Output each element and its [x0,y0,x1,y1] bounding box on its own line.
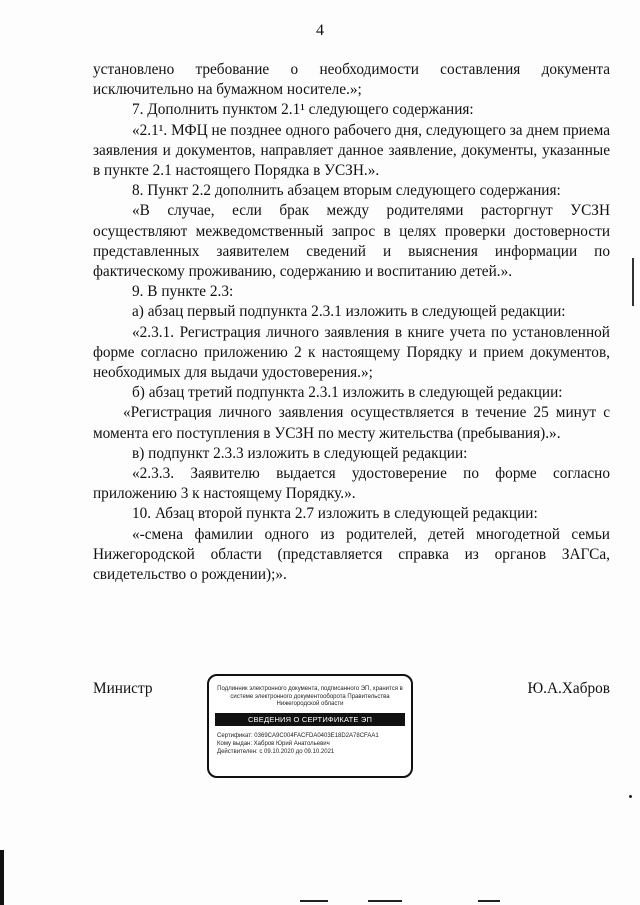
paragraph: «2.3.1. Регистрация личного заявления в книге учета по установленной форме согласно приложению 2 к настоящему Порядку и прием документов, необходимых для выдачи удостоверения.»; [93,323,610,382]
paragraph: а) абзац первый подпункта 2.3.1 изложить в следующей редакции: [132,303,566,321]
scan-artifact [478,900,500,902]
scan-artifact [0,850,4,905]
stamp-certificate: Сертификат: 0369CA9C004FACFDA0403E18D2A78CFAA1 [217,732,379,739]
stamp-details [217,732,403,756]
paragraph: «2.3.3. Заявителю выдается удостоверение по форме согласно приложению 3 к настоящему Порядку.». [93,465,610,503]
signer-name: Ю.А.Хабров [527,680,610,697]
paragraph: 8. Пункт 2.2 дополнить абзацем вторым следующего содержания: [132,182,561,200]
stamp-header: СВЕДЕНИЯ О СЕРТИФИКАТЕ ЭП [215,713,405,726]
paragraph: 10. Абзац второй пункта 2.7 изложить в следующей редакции: [132,505,538,523]
page-number: 4 [316,22,324,39]
paragraph: установлено требование о необходимости составления документа исключительно на бумажном носителе.»; [93,61,610,99]
scan-artifact [629,795,632,798]
signature-block [93,680,610,780]
scan-artifact [632,258,634,306]
stamp-valid: Действителен: с 09.10.2020 до 09.10.2021 [217,748,335,755]
paragraph: «-смена фамилии одного из родителей, детей многодетной семьи Нижегородской области (представляется справка из органов ЗАГСа, свидетельство о рождении);». [93,525,610,584]
paragraph: 9. В пункте 2.3: [132,283,234,301]
paragraph: 7. Дополнить пунктом 2.1¹ следующего содержания: [132,101,474,119]
stamp-note: Подлинник электронного документа, подписанного ЭП, хранится в системе электронного документооборота Правительства Нижегородской области [217,686,403,707]
paragraph: «Регистрация личного заявления осуществляется в течение 25 минут с момента его поступления в УСЗН по месту жительства (пребывания).». [93,404,610,442]
signer-title: Министр [93,680,153,697]
electronic-signature-stamp [207,674,413,778]
paragraph: «В случае, если брак между родителями расторгнут УСЗН осуществляют межведомственный запрос в целях проверки достоверности представленных заявителем сведений и выяснения информации по фактическому проживанию, содержанию и воспитанию детей.». [93,202,610,281]
paragraph: в) подпункт 2.3.3 изложить в следующей редакции: [132,444,468,462]
document-body [93,60,610,585]
scan-artifact [300,900,328,902]
scan-artifact [368,900,402,902]
paragraph: «2.1¹. МФЦ не позднее одного рабочего дня, следующего за днем приема заявления и документов, направляет данное заявление, документы, указанные в пункте 2.1 настоящего Порядка в УСЗН.». [93,121,610,180]
paragraph: б) абзац третий подпункта 2.3.1 изложить в следующей редакции: [132,384,563,402]
stamp-issued-to: Кому выдан: Хабров Юрий Анатольевич [217,740,330,747]
